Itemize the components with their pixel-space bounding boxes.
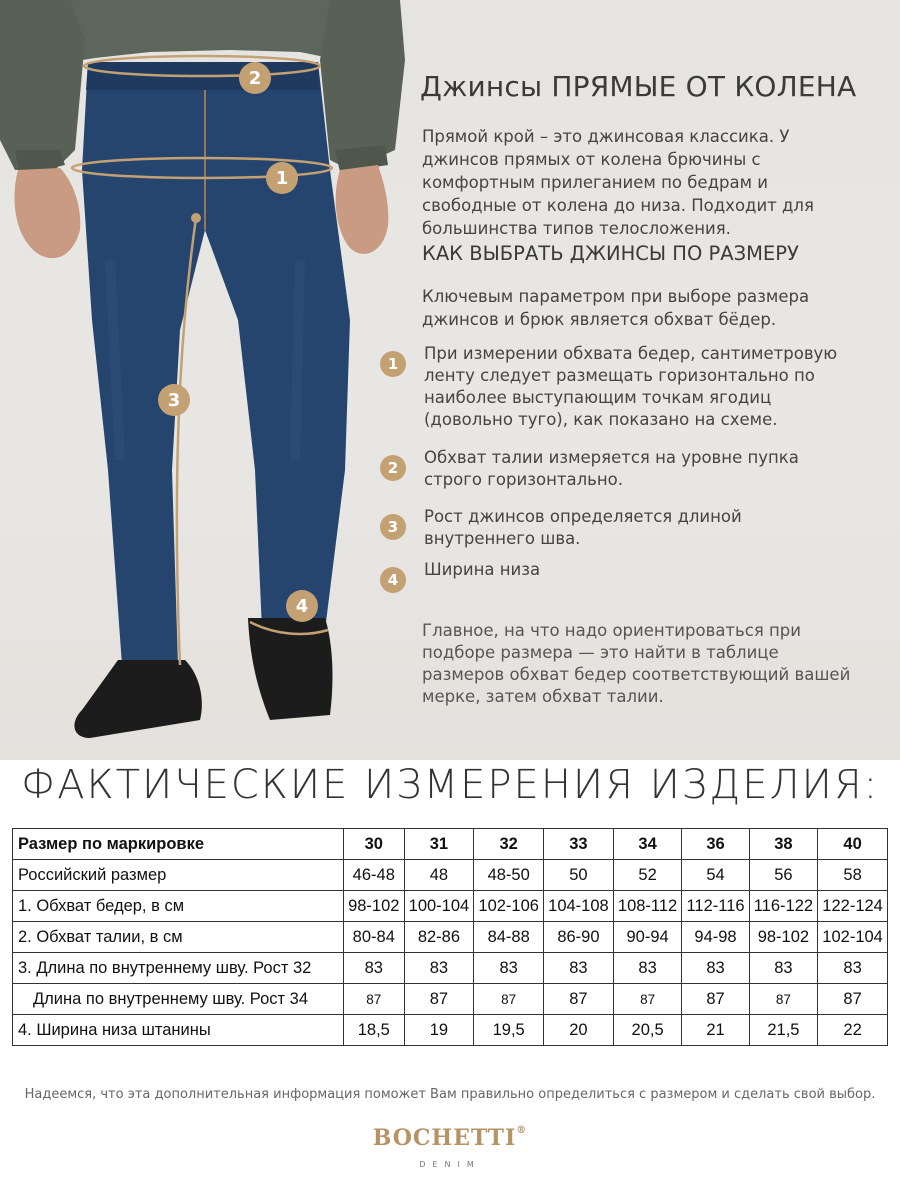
- table-cell: 90-94: [613, 922, 682, 953]
- table-cell: 87: [344, 984, 405, 1015]
- table-cell: 83: [344, 953, 405, 984]
- table-cell: 48-50: [474, 860, 544, 891]
- table-cell: 98-102: [344, 891, 405, 922]
- row-label: Российский размер: [13, 860, 344, 891]
- table-cell: 102-106: [474, 891, 544, 922]
- table-cell: 108-112: [613, 891, 682, 922]
- table-cell: 19,5: [474, 1015, 544, 1046]
- table-cell: 102-104: [818, 922, 888, 953]
- measurements-heading: ФАКТИЧЕСКИЕ ИЗМЕРЕНИЯ ИЗДЕЛИЯ:: [20, 762, 880, 808]
- table-cell: 112-116: [682, 891, 749, 922]
- table-cell: 86-90: [544, 922, 614, 953]
- table-cell: 18,5: [344, 1015, 405, 1046]
- table-cell: 21,5: [749, 1015, 818, 1046]
- table-cell: 19: [404, 1015, 474, 1046]
- table-cell: 80-84: [344, 922, 405, 953]
- table-cell: 52: [613, 860, 682, 891]
- table-cell: 30: [344, 829, 405, 860]
- table-cell: 40: [818, 829, 888, 860]
- table-cell: 36: [682, 829, 749, 860]
- table-cell: 98-102: [749, 922, 818, 953]
- footer-note: Надеемся, что эта дополнительная информация поможет Вам правильно определиться с размером и сделать свой выбор.: [24, 1087, 876, 1102]
- table-row: [13, 860, 888, 891]
- registered-mark: ®: [516, 1125, 528, 1136]
- step-text: При измерении обхвата бедер, сантиметровую ленту следует размещать горизонтально по наиболее выступающим точкам ягодиц (довольно туго), как показано на схеме.: [424, 344, 838, 429]
- table-cell: 48: [404, 860, 474, 891]
- row-label: 3. Длина по внутреннему шву. Рост 32: [13, 953, 344, 984]
- marker-3: 3: [167, 390, 181, 411]
- table-cell: 82-86: [404, 922, 474, 953]
- model-photo: [0, 0, 420, 760]
- title-regular: Джинсы: [420, 70, 543, 103]
- table-cell: 33: [544, 829, 614, 860]
- table-cell: 38: [749, 829, 818, 860]
- table-row: [13, 829, 888, 860]
- main-note: Главное, на что надо ориентироваться при подборе размера — это найти в таблице размеров обхват бедер соответствующий вашей мерке, затем обхват талии.: [422, 621, 851, 706]
- table-cell: 31: [404, 829, 474, 860]
- table-cell: 22: [818, 1015, 888, 1046]
- row-label: 4. Ширина низа штанины: [13, 1015, 344, 1046]
- table-cell: 87: [749, 984, 818, 1015]
- brand-subtitle: DENIM: [419, 1160, 481, 1169]
- marker-2: 2: [248, 68, 262, 89]
- table-row: [13, 922, 888, 953]
- table-cell: 104-108: [544, 891, 614, 922]
- table-cell: 58: [818, 860, 888, 891]
- table-cell: 56: [749, 860, 818, 891]
- step-number: 2: [380, 455, 406, 481]
- intro-text: Прямой крой – это джинсовая классика. У джинсов прямых от колена брючины с комфортным прилеганием по бедрам и свободные от колена до низа. Подходит для большинства типов телосложения.: [422, 127, 814, 238]
- table-cell: 83: [474, 953, 544, 984]
- title-caps: ПРЯМЫЕ ОТ КОЛЕНА: [551, 70, 857, 103]
- step-number: 4: [380, 567, 406, 593]
- table-cell: 83: [544, 953, 614, 984]
- table-cell: 94-98: [682, 922, 749, 953]
- step-number: 3: [380, 514, 406, 540]
- table-cell: 83: [613, 953, 682, 984]
- table-cell: 83: [749, 953, 818, 984]
- table-cell: 50: [544, 860, 614, 891]
- marker-4: 4: [295, 596, 309, 617]
- table-cell: 87: [474, 984, 544, 1015]
- row-label: Длина по внутреннему шву. Рост 34: [13, 984, 344, 1015]
- table-cell: 87: [544, 984, 614, 1015]
- table-row: [13, 1015, 888, 1046]
- lead-text: Ключевым параметром при выборе размера джинсов и брюк является обхват бёдер.: [422, 287, 810, 329]
- table-cell: 83: [818, 953, 888, 984]
- table-cell: 84-88: [474, 922, 544, 953]
- row-label: Размер по маркировке: [13, 829, 344, 860]
- row-label: 2. Обхват талии, в см: [13, 922, 344, 953]
- table-cell: 54: [682, 860, 749, 891]
- brand-name: BOCHETTI: [372, 1125, 517, 1151]
- step-text: Обхват талии измеряется на уровне пупка строго горизонтально.: [424, 448, 799, 489]
- table-cell: 87: [818, 984, 888, 1015]
- table-cell: 46-48: [344, 860, 405, 891]
- step-text: Ширина низа: [424, 560, 541, 579]
- row-label: 1. Обхват бедер, в см: [13, 891, 344, 922]
- table-cell: 87: [682, 984, 749, 1015]
- marker-1: 1: [275, 168, 289, 189]
- step-number: 1: [380, 351, 406, 377]
- how-to-choose-heading: КАК ВЫБРАТЬ ДЖИНСЫ ПО РАЗМЕРУ: [422, 242, 799, 265]
- brand-logo: [0, 1125, 900, 1151]
- table-cell: 20,5: [613, 1015, 682, 1046]
- table-cell: 83: [682, 953, 749, 984]
- step-text: Рост джинсов определяется длиной внутреннего шва.: [424, 507, 742, 548]
- table-cell: 116-122: [749, 891, 818, 922]
- product-title: [420, 70, 856, 103]
- table-row: [13, 891, 888, 922]
- table-row: [13, 953, 888, 984]
- table-cell: 122-124: [818, 891, 888, 922]
- table-cell: 87: [613, 984, 682, 1015]
- table-cell: 83: [404, 953, 474, 984]
- table-cell: 34: [613, 829, 682, 860]
- table-cell: 21: [682, 1015, 749, 1046]
- table-cell: 20: [544, 1015, 614, 1046]
- size-table: [12, 828, 888, 1046]
- table-cell: 100-104: [404, 891, 474, 922]
- table-cell: 32: [474, 829, 544, 860]
- table-row: [13, 984, 888, 1015]
- table-cell: 87: [404, 984, 474, 1015]
